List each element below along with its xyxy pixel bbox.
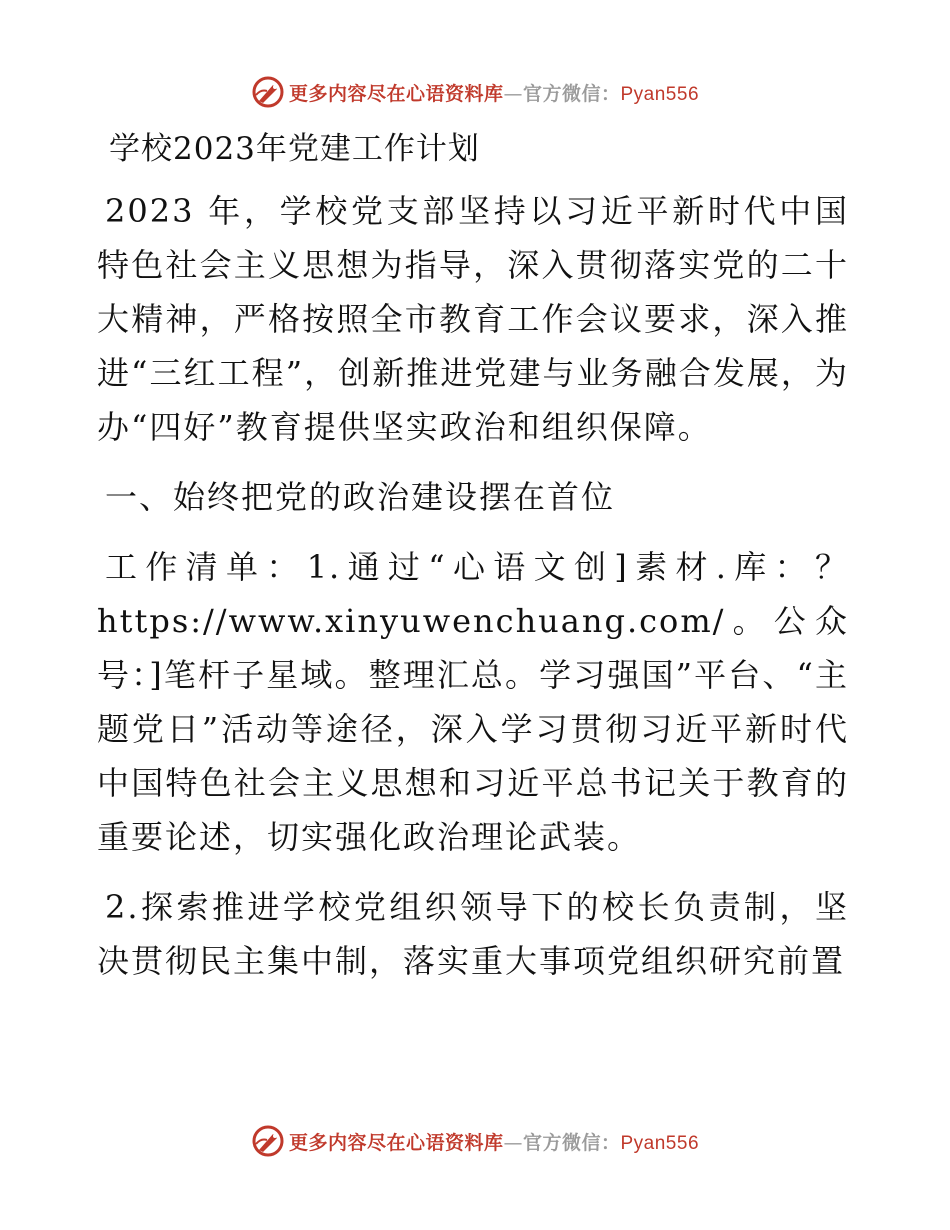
banner-dash: —: [503, 82, 523, 105]
banner-text: [289, 1128, 699, 1155]
banner-wechat-label: 官方微信：: [522, 1131, 621, 1154]
pen-nib-circle-icon: [251, 1124, 285, 1158]
banner-text: [289, 79, 699, 106]
footer-banner: [0, 1121, 950, 1161]
banner-dash: —: [503, 1131, 523, 1154]
paragraph-work-list: 工作清单：1.通过“心语文创]素材.库：？https://www.xinyuwenchuang.com/。公众号：]笔杆子星域。整理汇总。学习强国”平台、“主题党日”活动等途径，深入学习贯彻习近平新时代中国特色社会主义思想和习近平总书记关于教育的重要论述，切实强化政治理论武装。: [97, 548, 849, 856]
paragraph-intro: 2023 年，学校党支部坚持以习近平新时代中国特色社会主义思想为指导，深入贯彻落实党的二十大精神，严格按照全市教育工作会议要求，深入推进“三红工程”，创新推进党建与业务融合发展，为办“四好”教育提供坚实政治和组织保障。: [97, 192, 849, 446]
header-banner: [0, 72, 950, 112]
banner-wechat-id: Pyan556: [620, 83, 700, 105]
document-body: [97, 124, 849, 1004]
document-title: 学校2023年党建工作计划: [109, 131, 480, 167]
paragraph-item-2: 2.探索推进学校党组织领导下的校长负责制，坚决贯彻民主集中制，落实重大事项党组织研究前置: [97, 888, 849, 980]
section-heading: 一、始终把党的政治建设摆在首位: [105, 478, 616, 516]
pen-nib-circle-icon: [251, 75, 285, 109]
banner-red-text: 更多内容尽在心语资料库: [288, 1131, 504, 1154]
banner-red-text: 更多内容尽在心语资料库: [288, 82, 504, 105]
banner-wechat-label: 官方微信：: [522, 82, 621, 105]
banner-wechat-id: Pyan556: [620, 1132, 700, 1154]
